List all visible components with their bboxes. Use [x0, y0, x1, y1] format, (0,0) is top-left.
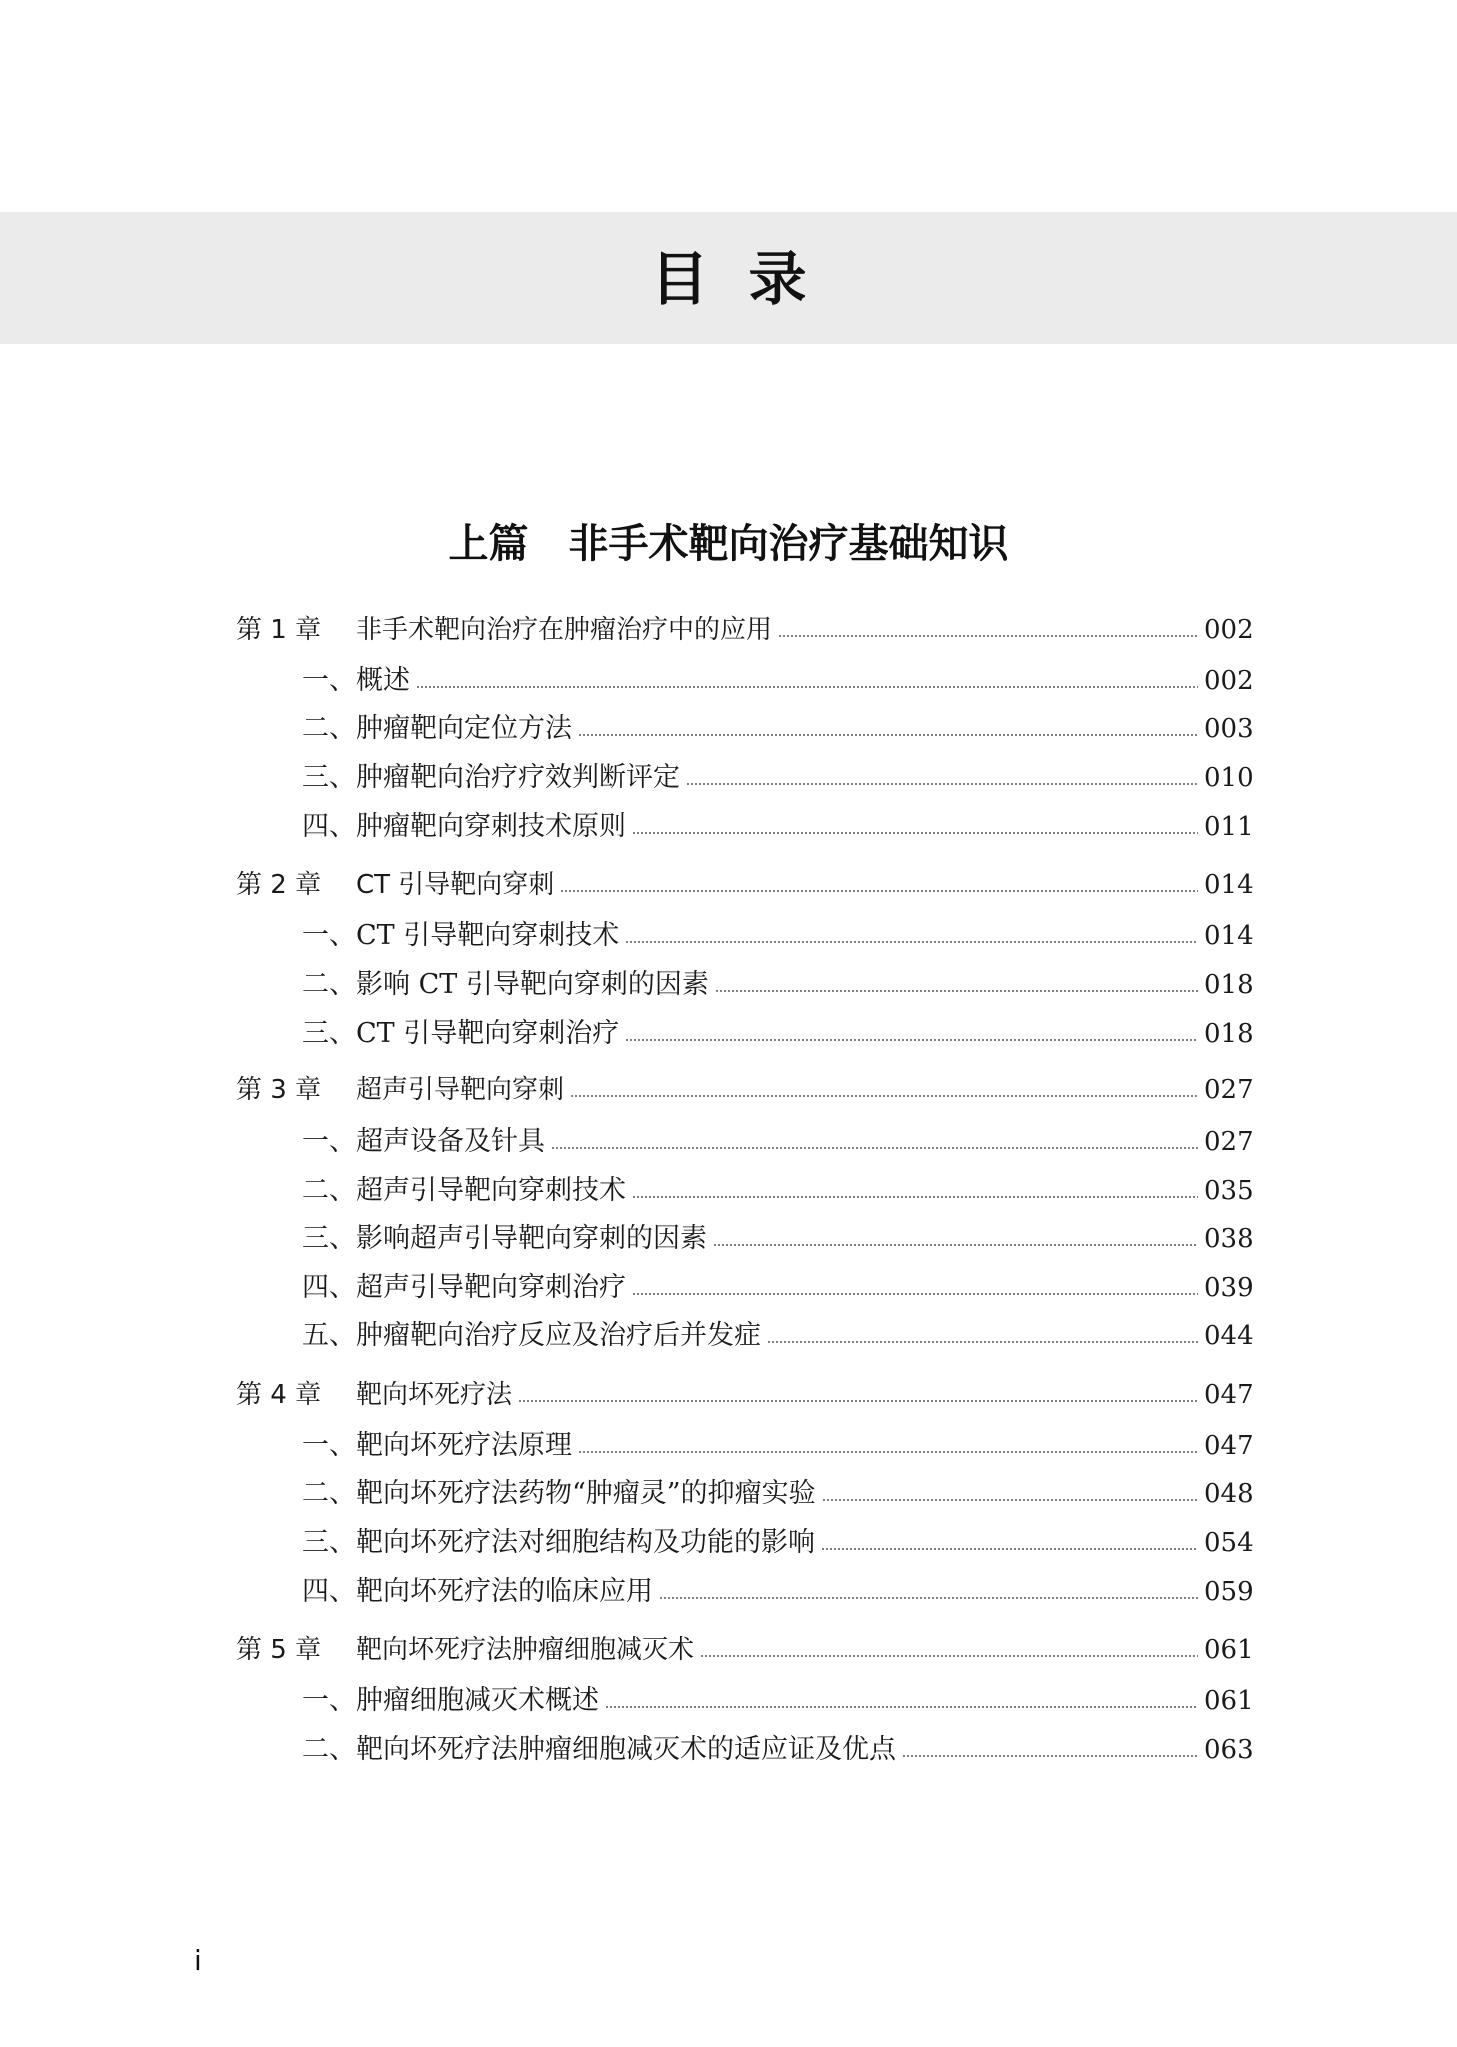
dot-leader: [632, 832, 1198, 834]
dot-leader: [518, 1400, 1198, 1402]
page-number: 018: [1204, 1019, 1254, 1049]
section-title: 一、CT 引导靶向穿刺技术: [302, 920, 620, 951]
toc-section[interactable]: [236, 1123, 1254, 1161]
page-number: 061: [1204, 1686, 1254, 1716]
page-number: 059: [1204, 1577, 1254, 1607]
dot-leader: [605, 1706, 1198, 1708]
dot-leader: [659, 1597, 1198, 1599]
dot-leader: [686, 783, 1198, 785]
page-number: 044: [1204, 1321, 1254, 1351]
page-title: 目录: [650, 245, 847, 313]
page-number: 054: [1204, 1528, 1254, 1558]
part-label: 上篇: [448, 521, 529, 567]
dot-leader: [821, 1548, 1198, 1550]
toc-section[interactable]: [236, 1573, 1254, 1611]
toc-section[interactable]: [236, 1269, 1254, 1307]
page-number: 003: [1204, 714, 1254, 744]
toc-section[interactable]: [236, 1220, 1254, 1258]
chapter-title: CT 引导靶向穿刺: [356, 870, 555, 900]
toc-section[interactable]: [236, 966, 1254, 1004]
page-number: 063: [1204, 1735, 1254, 1765]
toc-section[interactable]: [236, 917, 1254, 955]
toc-chapter-2[interactable]: [236, 866, 1254, 904]
page-number: 061: [1204, 1635, 1254, 1665]
chapter-title: 靶向坏死疗法肿瘤细胞减灭术: [356, 1635, 695, 1665]
toc-chapter-4[interactable]: [236, 1376, 1254, 1414]
section-title: 三、靶向坏死疗法对细胞结构及功能的影响: [302, 1527, 815, 1558]
section-title: 一、超声设备及针具: [302, 1126, 545, 1157]
toc-section[interactable]: [236, 1015, 1254, 1053]
toc-chapter-1[interactable]: [236, 611, 1254, 649]
chapter-title: 靶向坏死疗法: [356, 1380, 513, 1410]
dot-leader: [715, 990, 1198, 992]
section-title: 三、肿瘤靶向治疗疗效判断评定: [302, 762, 680, 793]
section-title: 二、超声引导靶向穿刺技术: [302, 1175, 626, 1206]
page-number: 014: [1204, 870, 1254, 900]
dot-leader: [570, 1095, 1198, 1097]
page-number: 035: [1204, 1176, 1254, 1206]
page-folio: i: [194, 1944, 202, 1977]
page-number: 048: [1204, 1479, 1254, 1509]
dot-leader: [625, 1039, 1198, 1041]
toc-chapter-5[interactable]: [236, 1631, 1254, 1669]
section-title: 一、概述: [302, 665, 410, 696]
dot-leader: [632, 1196, 1198, 1198]
chapter-title: 超声引导靶向穿刺: [356, 1075, 565, 1105]
dot-leader: [560, 890, 1198, 892]
section-title: 二、肿瘤靶向定位方法: [302, 713, 572, 744]
toc-section[interactable]: [236, 759, 1254, 797]
chapter-number: 第 1 章: [236, 615, 322, 645]
section-title: 二、影响 CT 引导靶向穿刺的因素: [302, 969, 709, 1000]
toc-section[interactable]: [236, 1427, 1254, 1465]
dot-leader: [578, 1451, 1198, 1453]
toc-section[interactable]: [236, 710, 1254, 748]
page-number: 039: [1204, 1273, 1254, 1303]
dot-leader: [625, 941, 1198, 943]
dot-leader: [551, 1147, 1198, 1149]
page-number: 047: [1204, 1431, 1254, 1461]
chapter-number: 第 4 章: [236, 1380, 322, 1410]
dot-leader: [822, 1499, 1198, 1501]
toc-section[interactable]: [236, 1524, 1254, 1562]
page-number: 011: [1204, 812, 1254, 842]
section-title: 三、影响超声引导靶向穿刺的因素: [302, 1223, 707, 1254]
toc-section[interactable]: [236, 1475, 1254, 1513]
page-number: 038: [1204, 1224, 1254, 1254]
section-title: 五、肿瘤靶向治疗反应及治疗后并发症: [302, 1320, 761, 1351]
toc-section[interactable]: [236, 662, 1254, 700]
page-number: 018: [1204, 970, 1254, 1000]
toc-section[interactable]: [236, 1731, 1254, 1769]
page-number: 047: [1204, 1380, 1254, 1410]
chapter-title: 非手术靶向治疗在肿瘤治疗中的应用: [356, 615, 773, 645]
dot-leader: [713, 1244, 1198, 1246]
section-title: 三、CT 引导靶向穿刺治疗: [302, 1018, 620, 1049]
chapter-number: 第 2 章: [236, 870, 322, 900]
page-number: 027: [1204, 1127, 1254, 1157]
toc-section[interactable]: [236, 1682, 1254, 1720]
part-title-text: 非手术靶向治疗基础知识: [568, 521, 1009, 567]
dot-leader: [778, 635, 1198, 637]
section-title: 一、靶向坏死疗法原理: [302, 1430, 572, 1461]
dot-leader: [632, 1293, 1198, 1295]
page-number: 027: [1204, 1075, 1254, 1105]
dot-leader: [700, 1655, 1198, 1657]
dot-leader: [767, 1341, 1198, 1343]
chapter-number: 第 5 章: [236, 1635, 322, 1665]
page-number: 014: [1204, 921, 1254, 951]
dot-leader: [416, 686, 1198, 688]
toc-section[interactable]: [236, 808, 1254, 846]
page-number: 002: [1204, 615, 1254, 645]
toc-section[interactable]: [236, 1172, 1254, 1210]
dot-leader: [902, 1755, 1198, 1757]
section-title: 四、靶向坏死疗法的临床应用: [302, 1576, 653, 1607]
dot-leader: [578, 734, 1198, 736]
page-number: 002: [1204, 666, 1254, 696]
section-title: 二、靶向坏死疗法肿瘤细胞减灭术的适应证及优点: [302, 1734, 896, 1765]
section-title: 一、肿瘤细胞减灭术概述: [302, 1685, 599, 1716]
page-number: 010: [1204, 763, 1254, 793]
section-title: 四、超声引导靶向穿刺治疗: [302, 1272, 626, 1303]
section-title: 四、肿瘤靶向穿刺技术原则: [302, 811, 626, 842]
section-title: 二、靶向坏死疗法药物“肿瘤灵”的抑瘤实验: [302, 1478, 816, 1509]
toc-chapter-3[interactable]: [236, 1071, 1254, 1109]
toc-section[interactable]: [236, 1317, 1254, 1355]
chapter-number: 第 3 章: [236, 1075, 322, 1105]
table-of-contents: [236, 0, 1254, 2047]
